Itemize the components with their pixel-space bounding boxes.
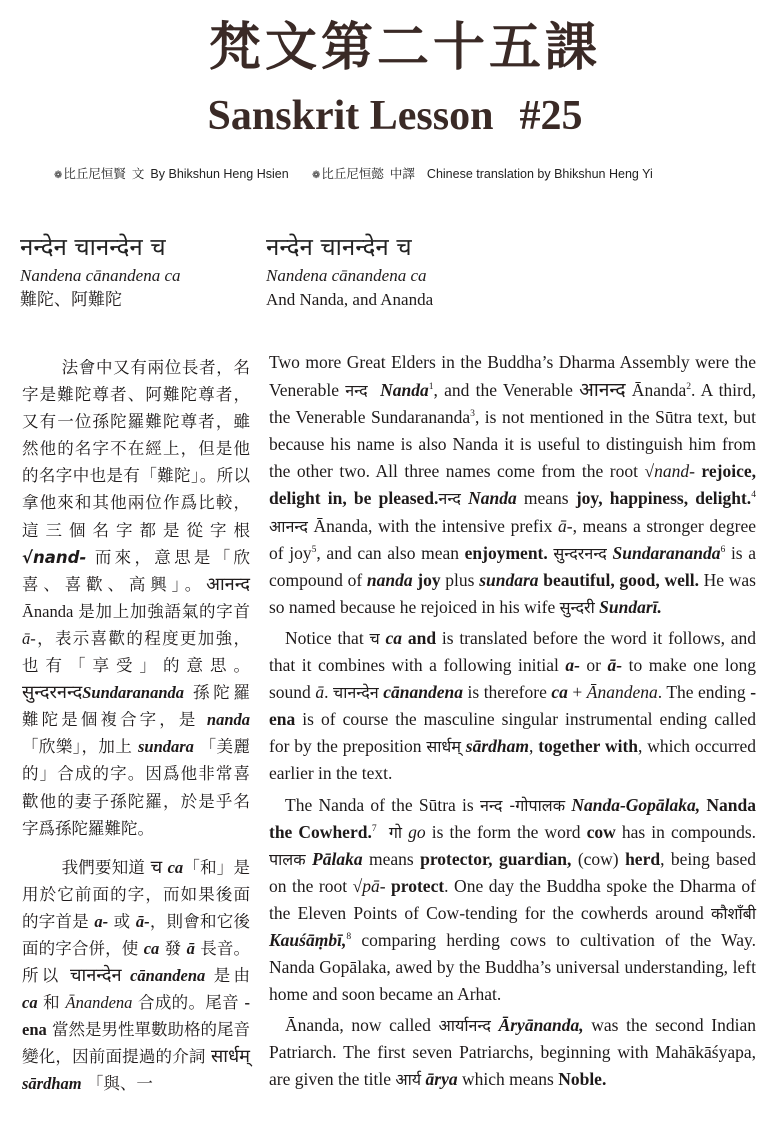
text: plus <box>440 569 480 590</box>
author-role-zh: 文 <box>131 167 145 181</box>
page-title-english <box>0 92 780 140</box>
author-byline <box>54 164 289 182</box>
term: √nand- <box>644 461 695 482</box>
text: Ānanda, now called <box>285 1015 439 1036</box>
text: comparing herding cows to cultivation of the Way. Nanda Gopālaka, awed by the Buddha’s universal understanding, left home and soon became an Arhat. <box>269 929 756 1005</box>
term: nanda <box>366 569 413 590</box>
devanagari-term: सुन्दरनन्द <box>22 682 83 704</box>
page-title-chinese: 梵文第二十五課 <box>208 17 601 78</box>
author-credit-en: By Bhikshun Heng Hsien <box>150 167 289 181</box>
text: Ānanda <box>625 380 687 401</box>
text: 是由 <box>205 966 251 986</box>
term: Kauśāṃbī, <box>269 929 347 950</box>
gloss: Noble. <box>558 1069 607 1090</box>
footnote-marker: 8 <box>346 931 352 943</box>
text: He was so named because he rejoiced in his wife <box>269 569 756 617</box>
devanagari-term: चानन्देन <box>332 683 379 703</box>
footnote-marker: 1 <box>428 381 434 393</box>
text: , <box>529 736 539 757</box>
text: ，表示喜歡的程度更加強，也有「享受」的意思。 <box>22 628 250 676</box>
term: sārdham <box>22 1074 82 1094</box>
text: which means <box>457 1069 559 1090</box>
term: a- <box>565 655 580 676</box>
text: , is not mentioned in the Sūtra text, but because his name is also Nanda it is useful to distinguish him from the other two. All three names come from the root <box>269 407 756 482</box>
text: means <box>362 848 421 869</box>
gloss: rejoice, delight in, be pleased. <box>269 461 756 509</box>
term: √pā- <box>352 875 386 896</box>
term: -ena <box>22 993 250 1040</box>
devanagari-term: च <box>369 628 380 648</box>
term: ā- <box>558 515 573 536</box>
flower-bullet-icon: ❁ <box>312 170 321 181</box>
term: Āryānanda, <box>498 1015 584 1036</box>
gloss: beautiful, good, well. <box>538 569 699 590</box>
text: 「與、一 <box>81 1074 153 1094</box>
devanagari-term: कौशाँबी <box>711 903 756 923</box>
text: 是加上加強語氣的字首 <box>78 601 250 621</box>
devanagari-term: नन्द <box>345 381 368 401</box>
term: ā- <box>22 628 36 648</box>
devanagari-term: आनन्द <box>269 516 308 536</box>
text: 孫陀羅難陀是個複合字，是 <box>22 683 250 730</box>
verse-devanagari: नन्देन चानन्देन च <box>266 233 412 261</box>
text: 合成的。尾音 <box>132 993 245 1013</box>
term: sārdham <box>465 736 530 757</box>
english-paragraph-3 <box>269 792 756 1009</box>
translator-credit-en: Chinese translation by Bhikshun Heng Yi <box>426 167 653 181</box>
text: . The ending <box>657 682 751 703</box>
term: ā- <box>607 655 623 676</box>
devanagari-term: आनन्द <box>206 573 250 595</box>
text: 長音。所以 <box>22 938 250 986</box>
footnote-marker: 7 <box>371 822 377 834</box>
text: , and the Venerable <box>433 380 580 401</box>
term: Ānanda <box>22 601 79 621</box>
gloss: cow <box>586 821 616 842</box>
text: Two more Great Elders in the Buddha’s Dharma Assembly were the Venerable <box>269 352 756 401</box>
lesson-number: #25 <box>519 93 583 139</box>
devanagari-term: सुन्दरनन्द <box>553 543 607 563</box>
devanagari-term: आर्य <box>395 1070 422 1090</box>
term: Pālaka <box>312 848 363 869</box>
devanagari-term: नन्द -गोपालक <box>479 795 566 815</box>
term: sundara <box>137 737 194 757</box>
term: ārya <box>425 1069 458 1090</box>
term: Sundarī. <box>599 596 662 617</box>
gloss: and <box>402 627 437 648</box>
text: 而來，意思是「欣喜、喜歡、高興」。 <box>22 547 250 594</box>
text: (cow) <box>571 848 626 869</box>
term: go <box>408 821 426 842</box>
gloss: enjoyment. <box>464 542 548 563</box>
text: Ānanda, with the intensive prefix <box>307 515 559 536</box>
term: ā <box>315 682 325 703</box>
text: means <box>516 488 576 509</box>
term: ca <box>143 938 160 958</box>
english-paragraph-2 <box>269 625 756 788</box>
gloss: Nanda the Cowherd. <box>269 794 757 842</box>
english-paragraph-1 <box>269 349 756 621</box>
text: is translated before the word it follows, and that it combines with a following initial <box>269 627 757 676</box>
term: Sundarananda <box>82 683 185 703</box>
text: . A third, the Venerable Sundarananda <box>269 380 756 428</box>
chinese-paragraph-1 <box>22 354 250 842</box>
devanagari-term: आनन्द <box>579 378 626 402</box>
term: sundara <box>479 569 539 590</box>
verse-gloss-english: And Nanda, and Ananda <box>266 290 434 309</box>
term: ca <box>22 993 38 1013</box>
footnote-marker: 5 <box>311 543 317 555</box>
term: ca <box>167 857 184 877</box>
translator-byline <box>312 164 653 182</box>
term: cānandena <box>383 682 463 703</box>
footnote-marker: 6 <box>720 543 726 555</box>
gloss: together with <box>538 736 639 757</box>
footnote-marker: 3 <box>470 408 475 420</box>
term: nanda <box>206 710 250 730</box>
text: has in compounds. <box>615 821 757 842</box>
text: 發 <box>159 938 187 958</box>
devanagari-term: सुन्दरी <box>559 597 595 617</box>
term: Nanda <box>468 488 517 509</box>
verse-transliteration: Nandena cānandena ca <box>20 266 181 285</box>
devanagari-term: गो <box>388 822 403 842</box>
translator-name-zh: 比丘尼恒懿 <box>321 167 384 181</box>
term: Ānandena <box>586 682 658 703</box>
gloss: herd <box>625 848 661 869</box>
verse-devanagari: नन्देन चानन्देन च <box>20 233 166 261</box>
text: , and can also mean <box>316 542 465 563</box>
root-term: √nand- <box>22 547 87 567</box>
devanagari-term: आर्यानन्द <box>438 1016 491 1036</box>
text: was the second Indian Patriarch. The first seven Patriarchs, beginning with Mahākāśyapa, are given the title <box>269 1015 756 1090</box>
text: , means a stronger degree of joy <box>269 515 756 563</box>
term: a- <box>94 911 109 931</box>
english-commentary-column <box>269 349 756 1098</box>
text: 「美麗的」合成的字。因爲他非常喜歡他的妻子孫陀羅，於是乎名字爲孫陀羅難陀。 <box>22 737 250 838</box>
devanagari-term: सार्धम् <box>426 737 461 757</box>
gloss: protect <box>385 875 445 896</box>
term: ca <box>551 682 568 703</box>
text: . <box>324 682 333 703</box>
gloss: joy <box>412 569 441 590</box>
text: is therefore <box>463 682 552 703</box>
gloss: protector, guardian, <box>420 848 572 869</box>
author-name-zh: 比丘尼恒賢 <box>63 167 126 181</box>
chinese-commentary-column <box>22 354 250 1098</box>
text: is a compound of <box>269 542 757 590</box>
devanagari-term: च <box>150 856 163 878</box>
text: is of course the masculine singular instrumental ending called for by the preposition <box>269 709 756 757</box>
text: 我們要知道 <box>61 857 151 877</box>
verse-block-english <box>266 230 433 312</box>
footnote-marker: 4 <box>751 489 756 501</box>
verse-transliteration: Nandena cānandena ca <box>266 266 427 285</box>
verse-gloss-chinese: 難陀、阿難陀 <box>20 290 122 309</box>
english-paragraph-4 <box>269 1012 756 1093</box>
text: + <box>567 682 587 703</box>
term: -ena <box>269 682 757 730</box>
chinese-paragraph-2 <box>22 854 250 1098</box>
devanagari-term: पालक <box>269 849 306 869</box>
text: or <box>579 655 608 676</box>
text: . One day the Buddha spoke the Dharma of the Eleven Points of Cow-tending for the cowherds around <box>269 875 756 923</box>
translator-role-zh: 中譯 <box>389 167 415 181</box>
devanagari-term: चानन्देन <box>69 965 122 987</box>
text: 和 <box>37 993 66 1013</box>
term: Sundarananda <box>612 542 721 563</box>
devanagari-term: नन्द <box>438 489 461 509</box>
text: , which occurred earlier in the text. <box>269 736 757 784</box>
text: , being based on the root <box>269 848 756 896</box>
gloss: joy, happiness, delight. <box>575 488 752 509</box>
text: 或 <box>108 911 136 931</box>
term: ā <box>186 938 195 958</box>
term: Nanda-Gopālaka, <box>571 794 701 815</box>
text: to make one long sound <box>269 655 757 703</box>
text: 當然是男性單數助格的尾音變化，因前面提過的介詞 <box>22 1020 250 1067</box>
term: cānandena <box>130 966 206 986</box>
text: is the form the word <box>425 821 587 842</box>
devanagari-term: सार्धम् <box>211 1046 250 1068</box>
term: Nanda <box>380 380 429 401</box>
text: 「欣樂」，加上 <box>22 737 138 757</box>
footnote-marker: 2 <box>686 381 692 393</box>
text: The Nanda of the Sūtra is <box>285 794 480 815</box>
term: ā- <box>135 911 150 931</box>
verse-block-chinese <box>20 230 181 312</box>
title-text: Sanskrit Lesson <box>207 93 494 139</box>
text: Notice that <box>285 627 370 648</box>
text: 「和」是用於它前面的字，而如果後面的字首是 <box>22 857 251 931</box>
flower-bullet-icon: ❁ <box>54 170 63 181</box>
text: ，則會和它後面的字合併，使 <box>22 911 250 958</box>
text: 法會中又有兩位長者，名字是難陀尊者、阿難陀尊者，又有一位孫陀羅難陀尊者，雖然他的名字不在經上，但是他的名字中也是有「難陀」。所以拿他來和其他兩位作爲比較，這三個名字都是從字根 <box>22 358 250 540</box>
term: ca <box>385 627 403 648</box>
term: Ānandena <box>65 993 133 1013</box>
